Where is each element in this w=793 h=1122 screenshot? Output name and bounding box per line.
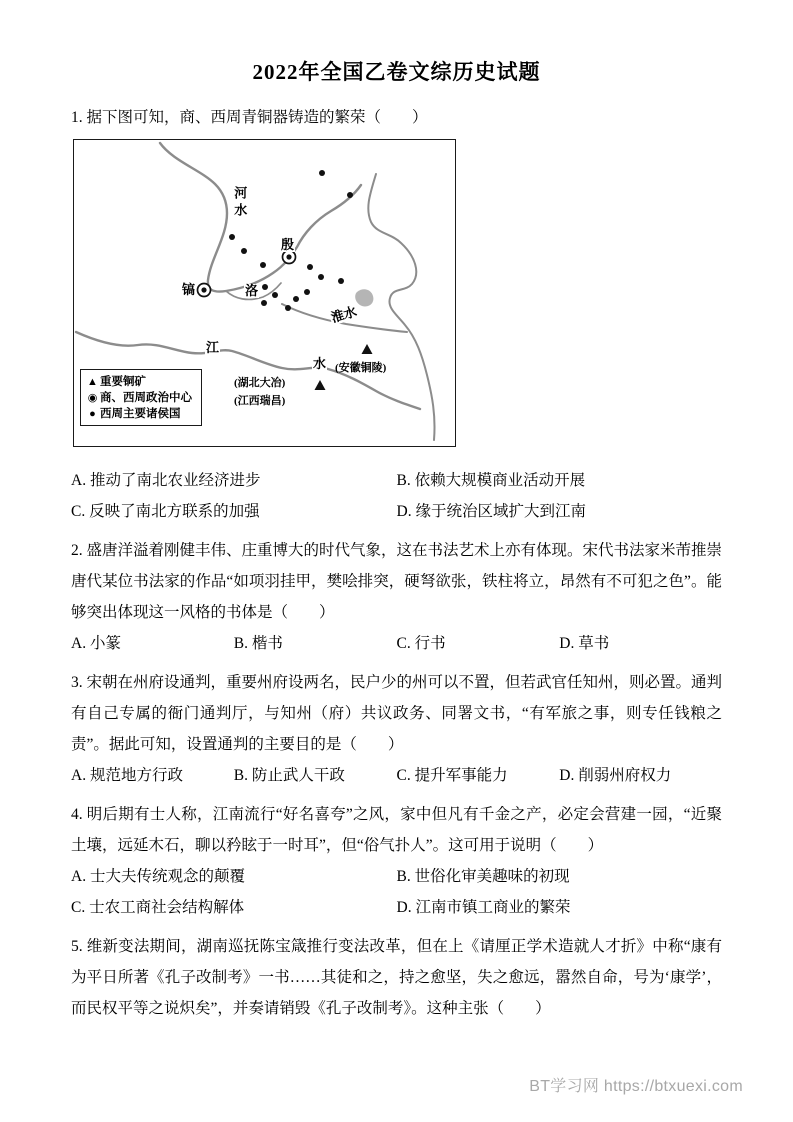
q4-option-a: A. 士大夫传统观念的颠覆 [71,868,245,885]
question-3 [71,667,722,791]
q1-option-b: B. 依赖大规模商业活动开展 [396,472,586,489]
question-3-options [71,760,722,791]
political-center-yin-icon [283,251,296,264]
question-1-options [71,465,722,527]
q4-option-b: B. 世俗化审美趣味的初现 [396,868,570,885]
question-2 [71,535,722,659]
question-5-stem: 5. 维新变法期间，湖南巡抚陈宝箴推行变法改革，但在上《请厘正学术造就人才折》中称“康有为平日所著《孔子改制考》一书……其徒和之，持之愈坚，失之愈远，嚣然自命，号为‘康学’，而民权平等之说炽矣”，并奏请销毁《孔子改制考》。这种主张（ ） [71,938,722,1017]
lake-shape [355,289,373,306]
q2-option-b: B. 楷书 [233,635,283,652]
q1-option-c: C. 反映了南北方联系的加强 [71,503,260,520]
copper-mine-icon: ▲ [87,376,98,388]
legend-label-vassal: 西周主要诸侯国 [100,408,181,420]
legend-label-capital: 商、西周政治中心 [100,392,192,404]
political-center-hao-icon [198,284,211,297]
bronze-casting-map [73,139,456,447]
legend-item-capital [85,390,197,406]
q3-option-a: A. 规范地方行政 [71,767,183,784]
map-legend [80,369,202,426]
yellow-river-line [160,143,361,299]
label-mine-jiangxi: (江西瑞昌) [234,395,286,407]
q2-option-d: D. 草书 [559,635,610,652]
label-huai-river: 淮水 [329,303,359,326]
q1-option-d: D. 缘于统治区域扩大到江南 [396,503,586,520]
question-4-options [71,861,722,923]
question-4-stem: 4. 明后期有士人称，江南流行“好名喜夸”之风，家中但凡有千金之产，必定会营建一园，“近聚土壤，远延木石，聊以矜眩于一时耳”，但“俗气扑人”。这可用于说明（ ） [71,806,722,854]
question-4 [71,799,722,923]
legend-label-mine: 重要铜矿 [100,376,146,388]
legend-item-mine [85,374,197,390]
q4-option-d: D. 江南市镇工商业的繁荣 [396,899,571,916]
q4-option-c: C. 士农工商社会结构解体 [71,899,245,916]
question-1-stem: 1. 据下图可知，商、西周青铜器铸造的繁荣（ ） [71,109,428,126]
political-center-icon: ◉ [87,392,98,404]
label-jiang-shui: 水 [313,356,327,371]
q3-option-d: D. 削弱州府权力 [559,767,672,784]
q2-option-a: A. 小篆 [71,635,121,652]
question-5 [71,931,722,1024]
q2-option-c: C. 行书 [396,635,446,652]
q1-option-a: A. 推动了南北农业经济进步 [71,472,261,489]
question-2-stem: 2. 盛唐洋溢着刚健丰伟、庄重博大的时代气象，这在书法艺术上亦有体现。宋代书法家米芾推崇唐代某位书法家的作品“如项羽挂甲，樊哙排突，硬弩欲张，铁柱将立，昂然有不可犯之色”。能够突出体现这一风格的书体是（ ） [71,542,723,621]
legend-item-vassal [85,406,197,422]
coastline-lines [368,174,434,440]
question-1 [71,102,722,527]
label-jiang: 江 [206,340,220,355]
q3-option-c: C. 提升军事能力 [396,767,508,784]
page-title: 2022年全国乙卷文综历史试题 [252,60,541,84]
label-hao: 镐 [182,282,196,297]
footer [529,1073,743,1096]
label-luo: 洛 [245,283,259,298]
label-mine-anhui: (安徽铜陵) [335,362,387,374]
question-3-stem: 3. 宋朝在州府设通判，重要州府设两名，民户少的州可以不置，但若武官任知州，则必置。通判有自己专属的衙门通判厅，与知州（府）共议政务、同署文书，“有军旅之事，则专任钱粮之责”。据此可知，设置通判的主要目的是（ ） [71,674,723,753]
q3-option-b: B. 防止武人干政 [233,767,345,784]
label-mine-hubei: (湖北大冶) [234,377,286,389]
label-yin: 殷 [281,237,295,252]
footer-link[interactable]: BT学习网 https://btxuexi.com [529,1078,743,1095]
label-yellow-river: 河水 [232,186,248,220]
vassal-state-icon: ● [89,408,96,420]
question-2-options [71,628,722,659]
